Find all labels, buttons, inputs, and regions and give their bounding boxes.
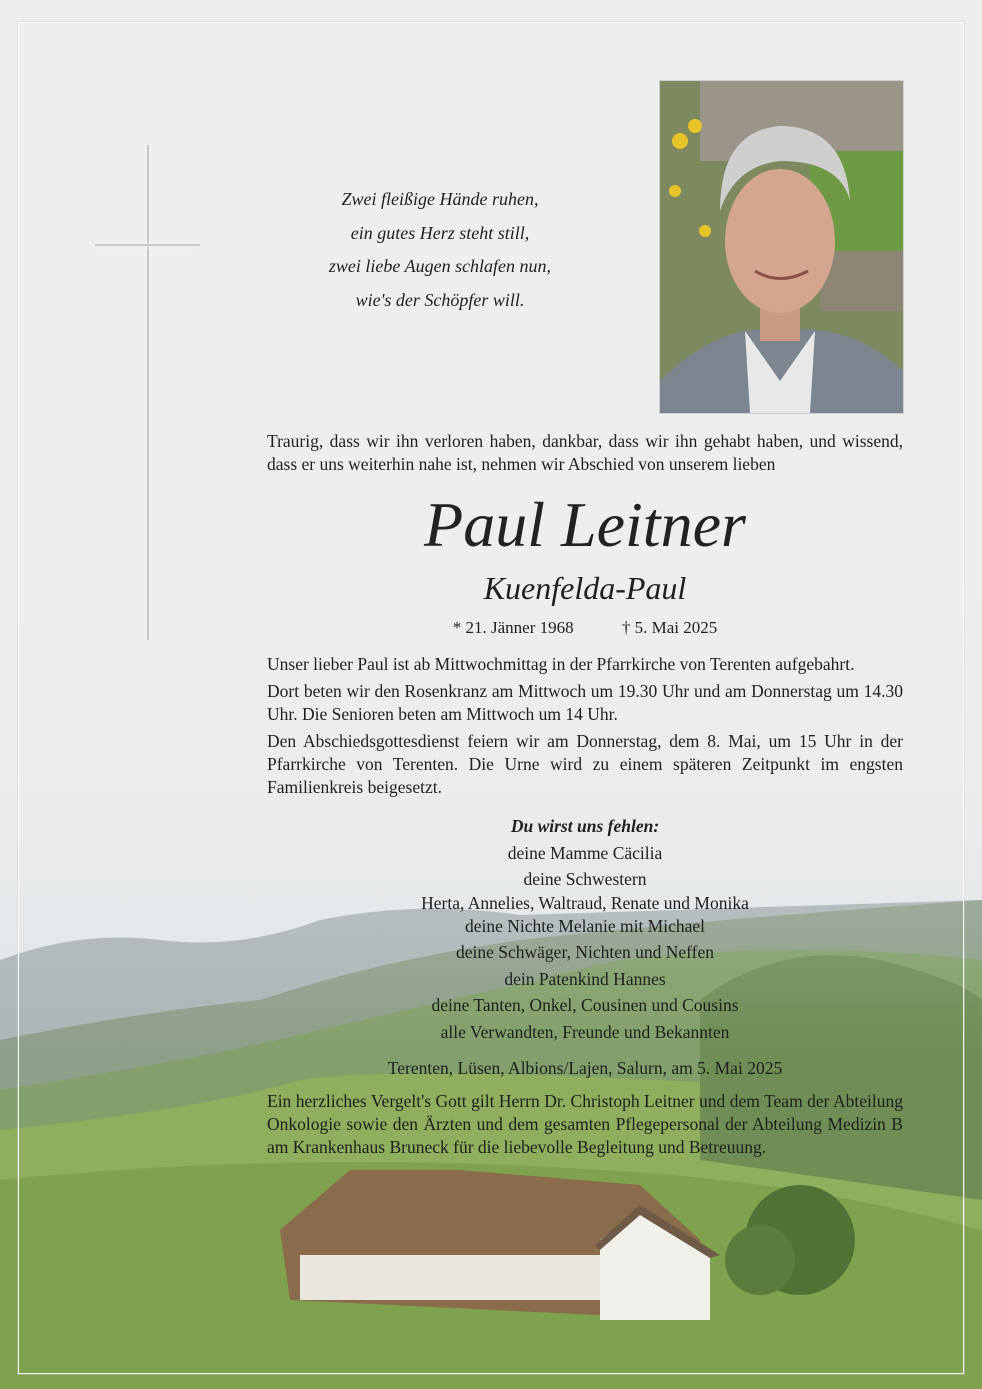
intro-paragraph: Traurig, dass wir ihn verloren haben, dankbar, dass wir ihn gehabt haben, und wissend, dass er uns weiterhin nahe ist, nehmen wir Abschied von unserem lieben bbox=[267, 431, 903, 474]
family-line: alle Verwandten, Freunde und Bekannten bbox=[440, 1021, 730, 1042]
poem bbox=[290, 183, 590, 317]
family-line: Herta, Annelies, Waltraud, Renate und Monika bbox=[421, 892, 749, 913]
thanks-text bbox=[267, 1090, 903, 1159]
details-paragraph: Dort beten wir den Rosenkranz am Mittwoch um 19.30 Uhr und am Donnerstag um 14.30 Uhr. Die Senioren beten am Mittwoch um 14 Uhr. bbox=[267, 681, 903, 724]
details bbox=[267, 653, 903, 799]
family-line: deine Schwestern bbox=[523, 869, 647, 889]
family-line: deine Schwäger, Nichten und Neffen bbox=[456, 942, 714, 962]
poem-line: zwei liebe Augen schlafen nun, bbox=[328, 256, 552, 276]
poem-line: ein gutes Herz steht still, bbox=[350, 222, 530, 243]
details-paragraph: Den Abschiedsgottesdienst feiern wir am Donnerstag, dem 8. Mai, um 15 Uhr in der Pfarrkirche von Terenten. Die Urne wird zu einem späteren Zeitpunkt im engsten Familienkreis beigesetzt. bbox=[267, 731, 903, 797]
family-line: deine Nichte Melanie mit Michael bbox=[464, 915, 706, 936]
family-heading: Du wirst uns fehlen: bbox=[510, 816, 660, 836]
cross-icon-bar bbox=[95, 244, 200, 246]
thanks-paragraph: Ein herzliches Vergelt's Gott gilt Herrn Dr. Christoph Leitner und dem Team der Abteilung Onkologie sowie den Ärzten und dem gesamten Pflegepersonal der Abteilung Medizin B am Krankenhaus Bruneck für die liebevolle Begleitung und Betreuung. bbox=[267, 1091, 903, 1157]
cross-icon bbox=[147, 145, 149, 640]
details-paragraph: Unser lieber Paul ist ab Mittwochmittag in der Pfarrkirche von Terenten aufgebahrt. bbox=[267, 654, 855, 674]
intro-text bbox=[267, 430, 903, 476]
birth-date: * 21. Jänner 1968 bbox=[452, 618, 574, 637]
family-list bbox=[267, 813, 903, 1045]
deceased-name: Paul Leitner bbox=[424, 489, 746, 560]
place-date: Terenten, Lüsen, Albions/Lajen, Salurn, am 5. Mai 2025 bbox=[387, 1058, 783, 1078]
family-line: dein Patenkind Hannes bbox=[504, 968, 666, 989]
poem-line: Zwei fleißige Hände ruhen, bbox=[341, 189, 539, 209]
poem-line: wie's der Schöpfer will. bbox=[355, 289, 525, 310]
death-date: † 5. Mai 2025 bbox=[621, 618, 718, 637]
portrait-photo bbox=[659, 80, 904, 414]
nickname: Kuenfelda-Paul bbox=[483, 570, 687, 606]
dates bbox=[267, 617, 903, 639]
family-line: deine Tanten, Onkel, Cousinen und Cousins bbox=[431, 995, 739, 1015]
family-line: deine Mamme Cäcilia bbox=[507, 842, 663, 863]
